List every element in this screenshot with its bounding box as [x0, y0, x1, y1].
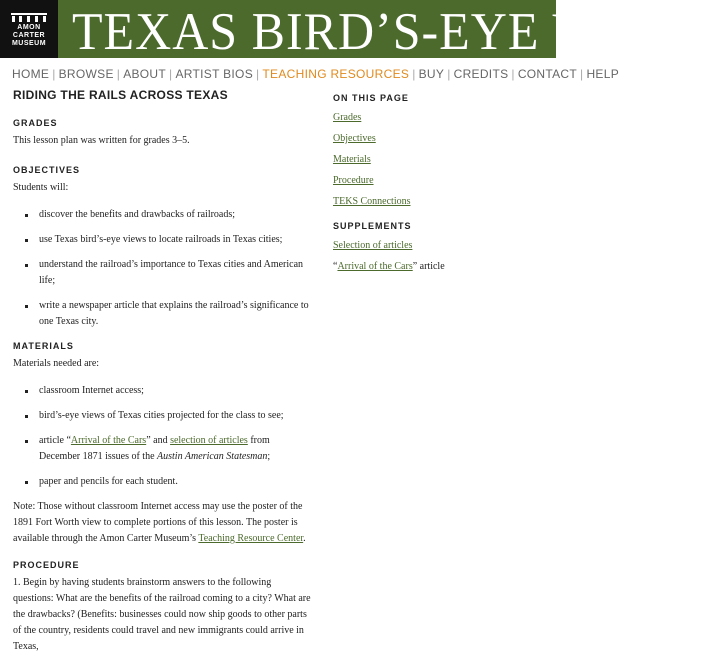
museum-logo[interactable]: [0, 0, 58, 58]
site-banner: [0, 0, 715, 61]
teaching-resource-center-link[interactable]: Teaching Resource Center: [198, 533, 304, 544]
list-item: classroom Internet access;: [13, 383, 313, 399]
lesson-content: [13, 87, 313, 655]
site-title: TEXAS BIRD’S-EYE VIEWS: [72, 2, 715, 61]
sidebar-link-teks-connections[interactable]: TEKS Connections: [333, 196, 411, 207]
nav-credits[interactable]: CREDITS: [453, 67, 509, 81]
materials-note: Note: Those without classroom Internet access may use the poster of the 1891 Fort Worth view to complete portions of this lesson. The poster is available through the Amon Carter Museum’s Teaching Resource Center.: [13, 501, 306, 544]
grades-text: This lesson plan was written for grades 3–5.: [13, 135, 190, 146]
grades-heading: GRADES: [13, 118, 58, 128]
list-item: understand the railroad’s importance to Texas cities and American life;: [13, 257, 313, 289]
sidebar-link-grades[interactable]: Grades: [333, 112, 362, 123]
sidebar-link-objectives[interactable]: Objectives: [333, 133, 376, 144]
sidebar-link-arrival-of-the-cars[interactable]: Arrival of the Cars: [337, 261, 413, 272]
materials-heading: MATERIALS: [13, 341, 74, 351]
supplements-heading: SUPPLEMENTS: [333, 221, 412, 231]
sidebar: [333, 91, 533, 280]
objectives-list: [13, 207, 313, 330]
procedure-heading: PROCEDURE: [13, 560, 80, 570]
procedure-text: 1. Begin by having students brainstorm answers to the following questions: What are the benefits of the railroad coming to a city? What are the drawbacks? (Benefits: businesses could now ship goods to other parts of the country, residents could travel and new immigrants could arrive in Texas,: [13, 577, 311, 652]
objectives-intro: Students will:: [13, 182, 69, 193]
list-item: use Texas bird’s-eye views to locate railroads in Texas cities;: [13, 232, 313, 248]
sidebar-link-selection-of-articles[interactable]: Selection of articles: [333, 240, 413, 251]
nav-contact[interactable]: CONTACT: [517, 67, 578, 81]
objectives-heading: OBJECTIVES: [13, 165, 81, 175]
list-item: discover the benefits and drawbacks of railroads;: [13, 207, 313, 223]
list-item: article “Arrival of the Cars” and selection of articles from December 1871 issues of the Austin American Statesman;: [13, 433, 313, 465]
sidebar-link-procedure[interactable]: Procedure: [333, 175, 374, 186]
materials-intro: Materials needed are:: [13, 358, 100, 369]
nav-about[interactable]: ABOUT: [123, 67, 167, 81]
list-item: write a newspaper article that explains the railroad’s significance to one Texas city.: [13, 298, 313, 330]
nav-teaching-resources[interactable]: TEACHING RESOURCES: [262, 67, 410, 81]
sidebar-arrival-item: “Arrival of the Cars” article: [333, 261, 445, 272]
on-this-page-heading: ON THIS PAGE: [333, 93, 409, 103]
list-item: paper and pencils for each student.: [13, 474, 313, 490]
nav-help[interactable]: HELP: [586, 67, 620, 81]
arrival-of-the-cars-link[interactable]: Arrival of the Cars: [70, 435, 147, 446]
materials-list: [13, 383, 313, 490]
page-title: RIDING THE RAILS ACROSS TEXAS: [13, 88, 228, 102]
selection-of-articles-link[interactable]: selection of articles: [170, 435, 248, 446]
sidebar-link-materials[interactable]: Materials: [333, 154, 371, 165]
list-item: bird’s-eye views of Texas cities projected for the class to see;: [13, 408, 313, 424]
logo-text: AMON CARTER MUSEUM: [11, 24, 47, 47]
main-nav: HOME | BROWSE | ABOUT | ARTIST BIOS | TEACHING RESOURCES | BUY | CREDITS | CONTACT | HELP: [12, 67, 620, 81]
nav-home[interactable]: HOME: [12, 67, 50, 81]
nav-buy[interactable]: BUY: [418, 67, 445, 81]
building-icon: [11, 13, 47, 22]
nav-artist-bios[interactable]: ARTIST BIOS: [175, 67, 253, 81]
nav-browse[interactable]: BROWSE: [58, 67, 114, 81]
